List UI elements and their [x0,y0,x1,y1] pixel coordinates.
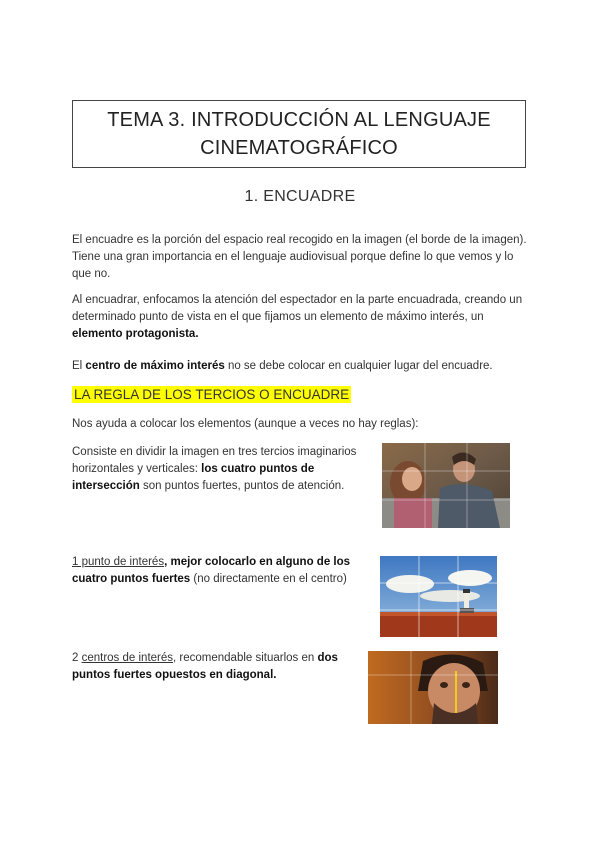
couple-photo [382,443,510,528]
paragraph-thirds [72,444,382,495]
p5-bold: los cuatro puntos de intersección [72,463,315,492]
p3-post: no se debe colocar en cualquier lugar del encuadre. [224,360,493,372]
title-line-1: TEMA 3. INTRODUCCIÓN AL LENGUAJE [107,109,491,131]
p6-post: (no directamente en el centro) [190,573,347,585]
paragraph-helps: Nos ayuda a colocar los elementos (aunque a veces no hay reglas): [72,418,419,430]
p6-bold: , mejor colocarlo en alguno de los cuatro puntos fuertes [72,556,351,585]
title-box [72,100,526,168]
highlighted-heading: LA REGLA DE LOS TERCIOS O ENCUADRE [74,387,350,402]
p7-pre: 2 [72,652,82,664]
paragraph-center-interest [72,358,528,375]
p7-bold: dos puntos fuertes opuestos en diagonal. [72,652,338,681]
p7-underline: centros de interés [81,652,174,664]
paragraph-two-centers [72,650,372,684]
paragraph-focus-bold: elemento protagonista. [72,328,199,340]
p5-pre: Consiste en dividir la imagen en tres tercios imaginarios horizontales y verticales: [72,446,357,475]
paragraph-definition: El encuadre es la porción del espacio real recogido en la imagen (el borde de la imagen). Tiene una gran importancia en el lenguaje audiovisual porque define lo que vemos y lo que no. [72,234,527,280]
p5-post: son puntos fuertes, puntos de atención. [139,480,345,492]
p3-bold: centro de máximo interés [85,360,225,372]
p6-underline: 1 punto de interés [72,556,165,568]
lighthouse-photo [380,556,497,637]
p7-mid: , recomendable situarlos en [173,652,318,664]
title-line-2: CINEMATOGRÁFICO [200,137,398,159]
p3-pre: El [72,360,86,372]
paragraph-focus [72,292,528,343]
man-portrait-photo [368,651,498,724]
paragraph-one-point [72,554,382,588]
paragraph-focus-text: Al encuadrar, enfocamos la atención del espectador en la parte encuadrada, creando un determinado punto de vista en el que fijamos un elemento de máximo interés, un [72,294,523,323]
section-heading: 1. ENCUADRE [244,188,356,205]
